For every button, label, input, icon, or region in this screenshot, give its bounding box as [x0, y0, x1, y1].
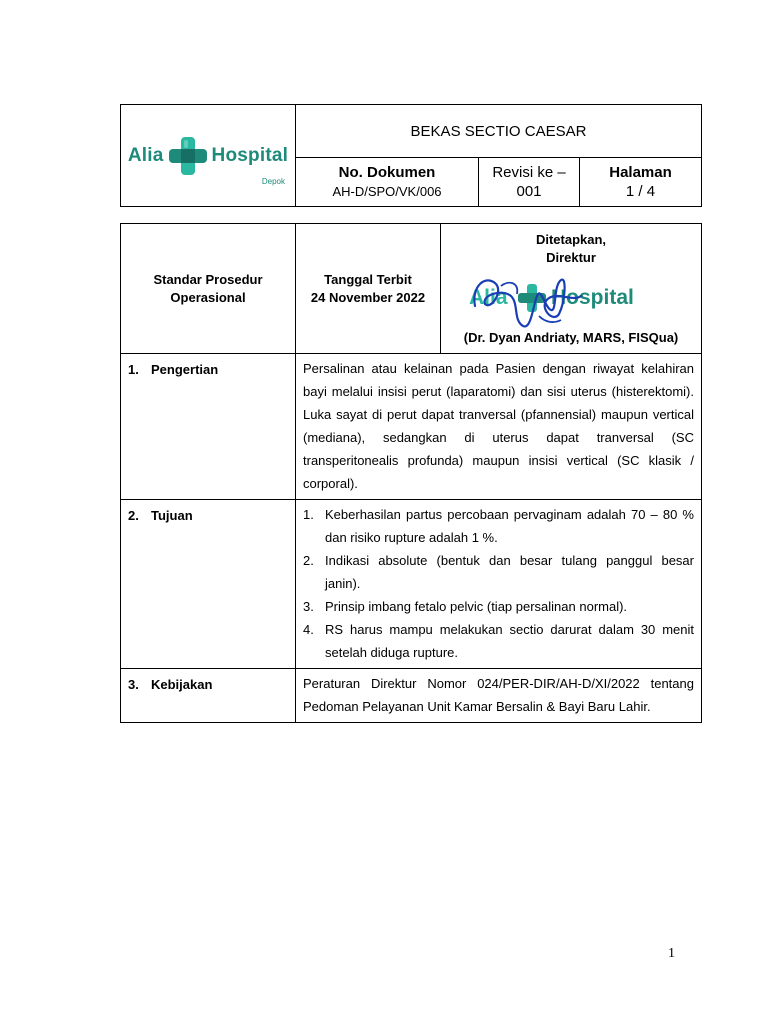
logo-cell	[121, 105, 296, 207]
objective-list	[303, 503, 694, 664]
sop-type-cell	[121, 224, 296, 354]
logo-subtitle: Depok	[261, 176, 285, 186]
sop-type-line1: Standar Prosedur	[153, 271, 263, 287]
section-2-title: Tujuan	[151, 508, 193, 523]
section-3-content: Peraturan Direktur Nomor 024/PER-DIR/AH-D/XI/2022 tentang Pedoman Pelayanan Unit Kamar Bersalin & Bayi Baru Lahir.	[296, 669, 702, 723]
logo-name-left: Alia	[127, 144, 164, 166]
doc-number-cell	[296, 158, 479, 207]
section-3-label-cell	[121, 669, 296, 723]
section-3-number: 3.	[128, 677, 139, 692]
hospital-logo	[121, 136, 295, 186]
signer-name: (Dr. Dyan Andriaty, MARS, FISQua)	[463, 330, 679, 345]
svg-text:Hospital: Hospital	[551, 286, 634, 309]
sop-table	[120, 223, 702, 723]
section-1-content: Persalinan atau kelainan pada Pasien dengan riwayat kelahiran bayi melalui insisi perut (laparatomi) dan sisi uterus (histerektomi). Luka sayat di perut dapat tranversal (pfannensial) maupun vertical (mediana), sedangkan di uterus dapat tranversal (SC transperitonealis profunda) maupun insisi vertical (SC klasik / corporal).	[296, 354, 702, 500]
issue-date-value: 24 November 2022	[310, 289, 426, 305]
revision-value: 001	[516, 183, 542, 200]
sop-type-line2: Operasional	[170, 289, 246, 305]
revision-cell	[479, 158, 580, 207]
section-1-number: 1.	[128, 362, 139, 377]
section-1-title: Pengertian	[151, 362, 219, 377]
list-item: 2. Indikasi absolute (bentuk dan besar tulang panggul besar janin).	[303, 553, 694, 591]
stamp-and-signature	[441, 272, 701, 332]
svg-text:Alia: Alia	[469, 286, 508, 309]
section-1-label-cell	[121, 354, 296, 500]
director-signature	[441, 266, 701, 336]
approval-cell	[441, 224, 702, 354]
section-2-number: 2.	[128, 508, 139, 523]
section-3-title: Kebijakan	[151, 677, 213, 692]
page-cell	[580, 158, 702, 207]
list-item: 3. Prinsip imbang fetalo pelvic (tiap persalinan normal).	[303, 599, 628, 614]
document-header-table	[120, 104, 702, 207]
page-number: 1	[668, 946, 675, 961]
doc-number-label: No. Dokumen	[338, 164, 436, 181]
issue-date-cell	[296, 224, 441, 354]
section-2-content	[296, 500, 702, 669]
approval-role: Direktur	[546, 250, 596, 265]
approval-label: Ditetapkan,	[535, 232, 607, 247]
list-item: 1. Keberhasilan partus percobaan pervaginam adalah 70 – 80 % dan risiko rupture adalah 1 %.	[303, 507, 694, 545]
issue-date-label: Tanggal Terbit	[324, 271, 412, 287]
list-item: 4. RS harus mampu melakukan sectio darurat dalam 30 menit setelah diduga rupture.	[303, 622, 694, 660]
medical-cross-icon	[168, 136, 208, 176]
document-title: BEKAS SECTIO CAESAR	[296, 105, 702, 158]
revision-label: Revisi ke –	[492, 164, 566, 181]
doc-number-value: AH-D/SPO/VK/006	[332, 184, 442, 199]
page-label: Halaman	[609, 164, 672, 181]
page-value: 1 / 4	[625, 183, 656, 200]
logo-name-right: Hospital	[211, 144, 289, 166]
section-2-label-cell	[121, 500, 296, 669]
